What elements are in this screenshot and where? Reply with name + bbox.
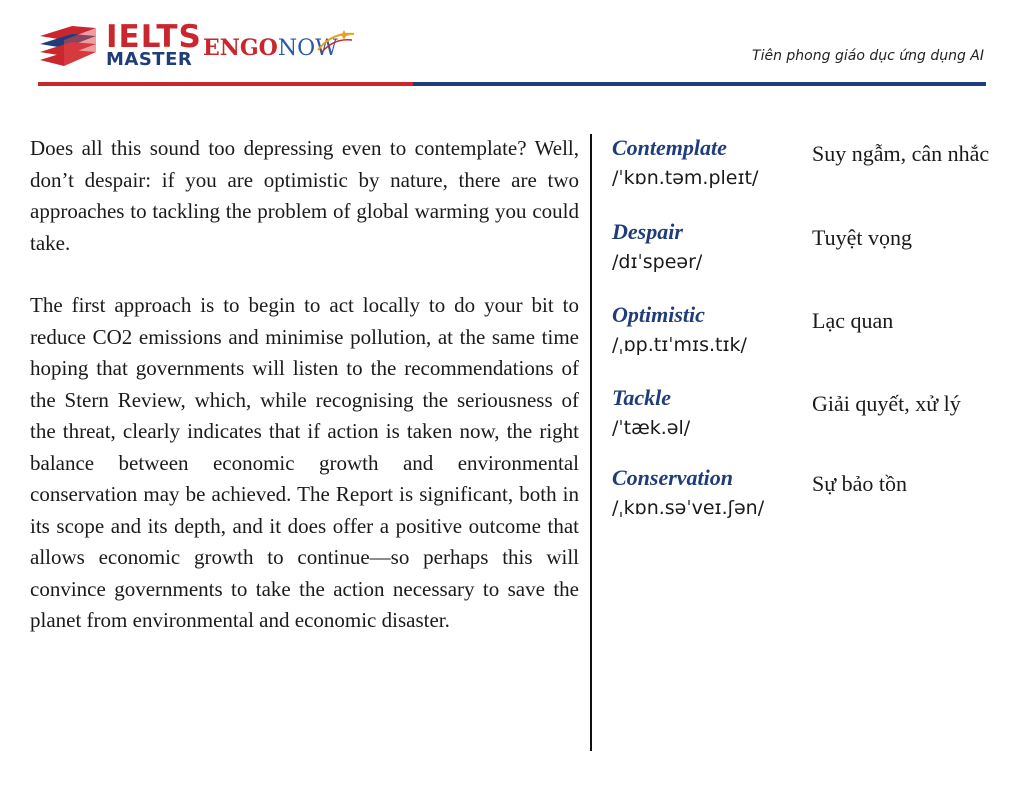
vocab-item-tackle — [612, 384, 992, 464]
vocab-item-despair — [612, 218, 992, 301]
vocab-ipa: /ˌɒp.tɪˈmɪs.tɪk/ — [612, 334, 747, 356]
logo-ielts-text: IELTS — [106, 19, 202, 55]
header-rule-red — [38, 82, 413, 86]
tagline: Tiên phong giáo dục ứng dụng AI — [752, 48, 984, 64]
logo-master-text: MASTER — [106, 49, 193, 70]
vocab-item-conservation — [612, 464, 992, 544]
vocab-meaning: Sự bảo tồn — [812, 471, 908, 496]
passage-paragraph-1: Does all this sound too depressing even to contemplate? Well, don’t despair: if you are optimistic by nature, there are two approaches to tackling the problem of global warming you could take. — [30, 136, 579, 255]
vocab-ipa: /dɪˈspeər/ — [612, 251, 703, 273]
column-divider — [590, 134, 592, 751]
vocab-word: Despair — [612, 219, 683, 244]
book-logo-icon — [38, 22, 102, 72]
reading-passage — [30, 133, 579, 668]
vocab-ipa: /ˌkɒn.səˈveɪ.ʃən/ — [612, 497, 765, 519]
vocab-meaning: Tuyệt vọng — [812, 225, 913, 250]
sparkle-icon — [314, 28, 356, 54]
logo-now-text: NOW — [277, 36, 338, 61]
vocab-word: Optimistic — [612, 302, 705, 327]
header-rule-blue — [413, 82, 986, 86]
vocab-meaning: Giải quyết, xử lý — [812, 391, 961, 416]
vocab-item-optimistic — [612, 301, 992, 384]
vocab-word: Tackle — [612, 385, 672, 410]
vocab-word: Conservation — [612, 465, 734, 490]
vocabulary-list — [612, 134, 992, 544]
page-header — [0, 0, 1024, 90]
vocab-ipa: /ˈkɒn.təm.pleɪt/ — [612, 167, 759, 189]
vocab-word: Contemplate — [612, 135, 727, 160]
passage-paragraph-2: The first approach is to begin to act locally to do your bit to reduce CO2 emissions and minimise pollution, at the same time hoping that governments will listen to the recommendations of the Stern Review, which, while recognising the seriousness of the threat, clearly indicates that if action is taken now, the right balance between economic growth and environmental conservation may be achieved. The Report is significant, both in its scope and its depth, and it does offer a positive outcome that allows economic growth to continue—so perhaps this will convince governments to take the action necessary to save the planet from environmental and economic disaster. — [30, 293, 579, 632]
vocab-ipa: /ˈtæk.əl/ — [612, 417, 691, 439]
vocab-item-contemplate — [612, 134, 992, 218]
vocab-meaning: Suy ngẫm, cân nhắc — [812, 141, 990, 166]
vocab-meaning: Lạc quan — [812, 308, 894, 333]
logo-engo-text: ENGO — [203, 35, 278, 61]
